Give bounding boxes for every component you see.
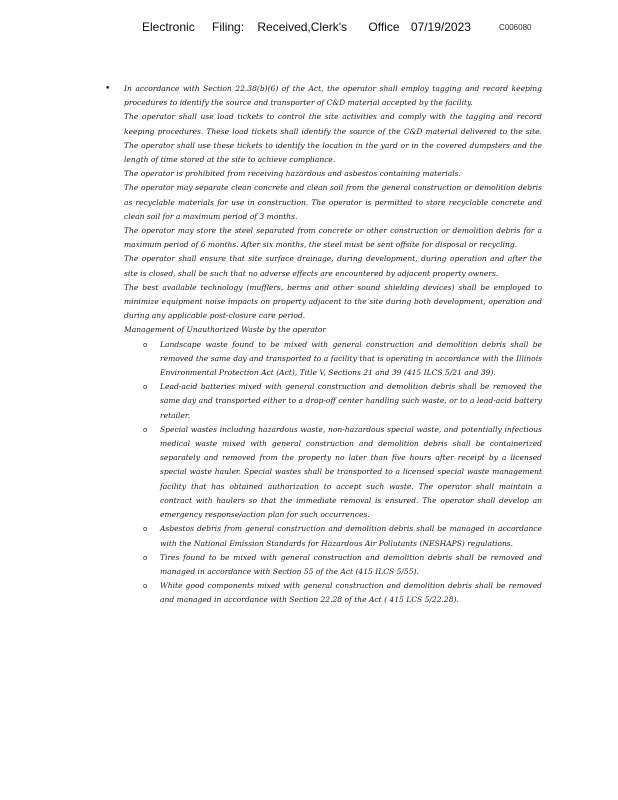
header-word-electronic: Electronic (142, 20, 195, 34)
list-item-text: Landscape waste found to be mixed with general construction and demolition debris shall be removed the same day and transported to a facility that is operating in accordance with the Illinois Environmental Protection Act (Act), Title V, Sections 21 and 39 (415 ILCS 5/21 and 39). (160, 339, 542, 378)
paragraph-text: In accordance with Section 22.38(b)(6) of the Act, the operator shall employ tagging and record keeping procedures to identify the source and transporter of C&D material accepted by the facility. (124, 84, 542, 108)
header-date: 07/19/2023 (410, 20, 471, 34)
list-item-lead-acid (143, 380, 542, 423)
circle-bullet-icon: o (143, 582, 148, 591)
list-item-landscape-waste (143, 338, 542, 381)
paragraph-unauthorized-waste: Management of Unauthorized Waste by the operator (124, 325, 327, 335)
list-item-tires (143, 551, 542, 579)
paragraph-noise: The best available technology (mufflers, berms and other sound shielding devices) shall be employed to minimize equipment noise impacts on property adjacent to the site during both development, operation and during any applicable post-closure care period. (124, 282, 542, 321)
paragraph-load-tickets: The operator shall use load tickets to control the site activities and comply with the tagging and record keeping procedures. These load tickets shall identify the source of the C&D material delivered to the site. The operator shall use these tickets to identify the location in the yard or in the covered dumpsters and the length of time stored at the site to achieve compliance. (124, 112, 542, 165)
bullet-icon: • (105, 84, 111, 94)
list-item-asbestos (143, 522, 542, 550)
list-item-text: White good components mixed with general construction and demolition debris shall be removed and managed in accordance with Section 22.28 of the Act ( 415 LCS 5/22.28). (160, 581, 542, 605)
document-body (105, 82, 542, 608)
list-item-text: Tires found to be mixed with general construction and demolition debris shall be removed and managed in accordance with Section 55 of the Act (415 ILCS 5/55). (160, 552, 542, 576)
paragraph-steel: The operator may store the steel separated from concrete or other construction or demolition debris for a maximum period of 6 months. After six months, the steel must be sent offsite for disposal or recycling. (124, 226, 542, 250)
document-id: C006080 (499, 23, 532, 32)
paragraph-tagging (105, 82, 542, 110)
list-item-text: Lead-acid batteries mixed with general construction and demolition debris shall be removed the same day and transported either to a drop-off center handling such waste, or to a lead-acid battery retailer. (160, 382, 542, 420)
paragraph-drainage: The operator shall ensure that site surface drainage, during development, during operation and after the site is closed, shall be such that no adverse effects are encountered by adjacent property owners. (124, 254, 542, 278)
circle-bullet-icon: o (143, 383, 148, 392)
circle-bullet-icon: o (143, 525, 148, 534)
list-item-text: Asbestos debris from general construction and demolition debris shall be managed in accordance with the National Emission Standards for Hazardous Air Pollutants (NESHAPS) regulations. (160, 524, 542, 548)
circle-bullet-icon: o (143, 425, 148, 434)
paragraph-concrete-soil: The operator may separate clean concrete and clean soil from the general construction or demolition debris as recyclable materials for use in construction. The operator is permitted to store recyclable concrete and clean soil for a maximum period of 3 months. (124, 183, 542, 221)
filing-header (142, 20, 471, 34)
header-word-filing: Filing: (212, 20, 245, 34)
list-item-special-wastes (143, 423, 542, 522)
unauthorized-waste-list (124, 338, 542, 608)
circle-bullet-icon: o (143, 340, 148, 349)
paragraph-prohibited: The operator is prohibited from receiving hazardous and asbestos containing materials. (124, 169, 461, 179)
header-word-office: Office (368, 20, 400, 34)
header-word-received: Received,Clerk's (257, 20, 348, 34)
list-item-white-goods (143, 579, 542, 607)
list-item-text: Special wastes including hazardous waste, non-hazardous special waste, and potentially infectious medical waste mixed with general construction and demolition debris shall be containerized separately and removed from the property no later than five hours after receipt by a licensed special waste hauler. Special wastes shall be transported to a licensed special waste management facility that has obtained authorization to accept such waste. The operator shall maintain a contract with haulers so that the immediate removal is ensured. The operator shall develop an emergency response/action plan for such occurrences. (160, 424, 542, 520)
circle-bullet-icon: o (143, 553, 148, 562)
